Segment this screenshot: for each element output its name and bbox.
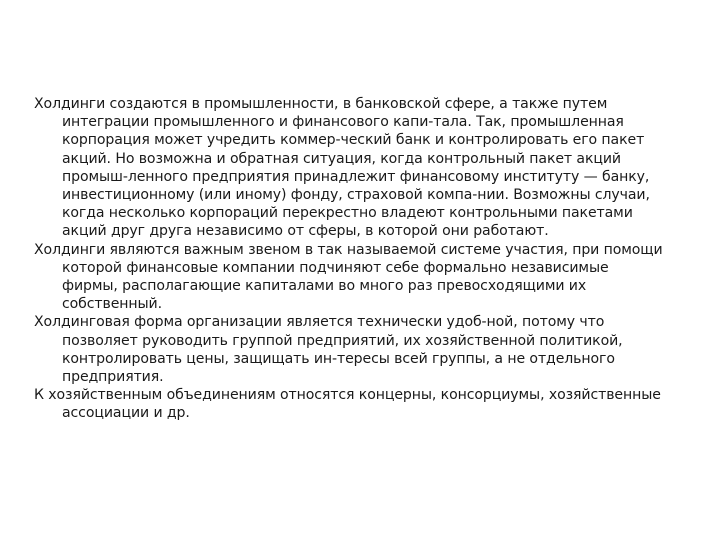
- paragraph-economic-associations: К хозяйственным объединениям относятся концерны, консорциумы, хозяйственные ассоциации и др.: [34, 387, 661, 422]
- paragraph-holdings-creation: Холдинги создаются в промышленности, в банковской сфере, а также путем интеграции промышленного и финансового капи-тала. Так, промышленная корпорация может учредить коммер-ческий банк и контролировать его пакет акций. Но возможна и обратная ситуация, когда контрольный пакет акций промыш-ленного предприятия принадлежит финансовому институту — банку, инвестиционному (или иному) фонду, страховой компа-нии. Возможны случаи, когда несколько корпораций перекрестно владеют контрольными пакетами акций друг друга независимо от сферы, в которой они работают.: [34, 96, 650, 240]
- paragraph-participation-system: Холдинги являются важным звеном в так называемой системе участия, при помощи которой финансовые компании подчиняют себе формально независимые фирмы, располагающие капиталами во много раз превосходящими их собственный.: [34, 241, 663, 313]
- paragraph-holding-form: Холдинговая форма организации является технически удоб-ной, потому что позволяет руководить группой предприятий, их хозяйственной политикой, контролировать цены, защищать ин-тересы всей группы, а не отдельного предприятия.: [34, 314, 623, 386]
- text-body: [34, 95, 664, 423]
